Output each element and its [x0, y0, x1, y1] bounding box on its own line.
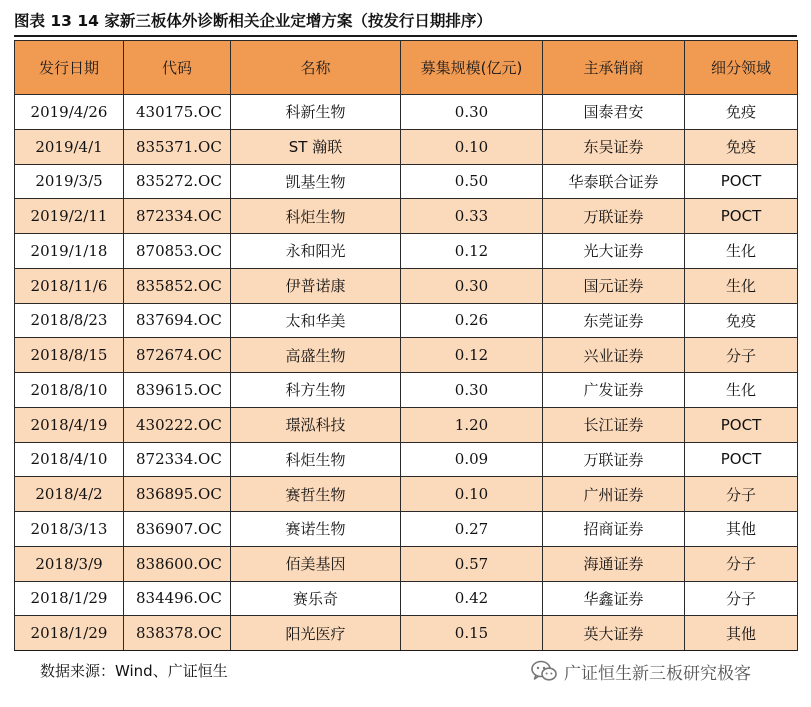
cell-amount: 0.27 — [401, 512, 543, 547]
cell-name: 赛哲生物 — [231, 477, 401, 512]
cell-name: 伊普诺康 — [231, 268, 401, 303]
cell-field: 生化 — [685, 234, 798, 269]
table-row — [15, 338, 798, 373]
cell-field: POCT — [685, 442, 798, 477]
table-row — [15, 373, 798, 408]
cell-amount: 0.09 — [401, 442, 543, 477]
cell-field: 分子 — [685, 581, 798, 616]
cell-name: 科新生物 — [231, 95, 401, 130]
cell-underwriter: 万联证券 — [543, 199, 685, 234]
cell-date: 2018/4/19 — [15, 407, 124, 442]
cell-underwriter: 国泰君安 — [543, 95, 685, 130]
table-row — [15, 199, 798, 234]
cell-date: 2018/4/10 — [15, 442, 124, 477]
cell-date: 2019/4/1 — [15, 129, 124, 164]
cell-field: 分子 — [685, 546, 798, 581]
table-row — [15, 546, 798, 581]
cell-code: 835272.OC — [124, 164, 231, 199]
col-header-underwriter: 主承销商 — [543, 41, 685, 95]
watermark-text: 广证恒生新三板研究极客 — [564, 663, 751, 684]
cell-code: 836895.OC — [124, 477, 231, 512]
cell-code: 430222.OC — [124, 407, 231, 442]
cell-date: 2018/8/15 — [15, 338, 124, 373]
table-row — [15, 616, 798, 651]
cell-field: 其他 — [685, 512, 798, 547]
cell-field: POCT — [685, 164, 798, 199]
cell-name: 璟泓科技 — [231, 407, 401, 442]
cell-date: 2019/3/5 — [15, 164, 124, 199]
cell-underwriter: 万联证券 — [543, 442, 685, 477]
cell-amount: 0.30 — [401, 373, 543, 408]
col-header-code: 代码 — [124, 41, 231, 95]
cell-underwriter: 国元证券 — [543, 268, 685, 303]
cell-underwriter: 广发证券 — [543, 373, 685, 408]
cell-amount: 0.30 — [401, 268, 543, 303]
cell-code: 872334.OC — [124, 199, 231, 234]
cell-code: 838600.OC — [124, 546, 231, 581]
cell-name: 科炬生物 — [231, 199, 401, 234]
cell-name: 科方生物 — [231, 373, 401, 408]
cell-code: 870853.OC — [124, 234, 231, 269]
cell-date: 2019/2/11 — [15, 199, 124, 234]
table-row — [15, 129, 798, 164]
table-header — [15, 41, 798, 95]
cell-underwriter: 海通证券 — [543, 546, 685, 581]
cell-code: 837694.OC — [124, 303, 231, 338]
cell-name: 科炬生物 — [231, 442, 401, 477]
cell-amount: 0.10 — [401, 477, 543, 512]
cell-name: 高盛生物 — [231, 338, 401, 373]
cell-amount: 0.10 — [401, 129, 543, 164]
cell-underwriter: 东莞证券 — [543, 303, 685, 338]
cell-field: 其他 — [685, 616, 798, 651]
cell-name: 永和阳光 — [231, 234, 401, 269]
bottom-rule — [14, 650, 797, 651]
col-header-amount: 募集规模(亿元) — [401, 41, 543, 95]
table-row — [15, 581, 798, 616]
cell-code: 872674.OC — [124, 338, 231, 373]
cell-name: 佰美基因 — [231, 546, 401, 581]
cell-field: 生化 — [685, 268, 798, 303]
cell-code: 835371.OC — [124, 129, 231, 164]
cell-code: 872334.OC — [124, 442, 231, 477]
table-row — [15, 268, 798, 303]
cell-date: 2019/1/18 — [15, 234, 124, 269]
cell-amount: 0.50 — [401, 164, 543, 199]
cell-amount: 1.20 — [401, 407, 543, 442]
cell-underwriter: 华鑫证券 — [543, 581, 685, 616]
table-row — [15, 95, 798, 130]
cell-code: 836907.OC — [124, 512, 231, 547]
col-header-name: 名称 — [231, 41, 401, 95]
table-row — [15, 164, 798, 199]
cell-underwriter: 英大证券 — [543, 616, 685, 651]
cell-amount: 0.57 — [401, 546, 543, 581]
cell-underwriter: 华泰联合证券 — [543, 164, 685, 199]
cell-code: 838378.OC — [124, 616, 231, 651]
data-source-note: 数据来源：Wind、广证恒生 — [40, 662, 228, 680]
cell-field: POCT — [685, 199, 798, 234]
table-row — [15, 234, 798, 269]
cell-amount: 0.26 — [401, 303, 543, 338]
cell-code: 430175.OC — [124, 95, 231, 130]
caption-rule — [14, 35, 797, 37]
cell-name: 赛乐奇 — [231, 581, 401, 616]
cell-code: 839615.OC — [124, 373, 231, 408]
cell-underwriter: 招商证券 — [543, 512, 685, 547]
cell-underwriter: 广州证券 — [543, 477, 685, 512]
wechat-icon — [530, 659, 558, 683]
cell-code: 835852.OC — [124, 268, 231, 303]
cell-field: 免疫 — [685, 129, 798, 164]
watermark — [530, 656, 798, 686]
table-row — [15, 442, 798, 477]
placement-table — [14, 40, 798, 651]
cell-date: 2018/8/23 — [15, 303, 124, 338]
cell-name: 太和华美 — [231, 303, 401, 338]
cell-amount: 0.33 — [401, 199, 543, 234]
col-header-field: 细分领域 — [685, 41, 798, 95]
table-row — [15, 303, 798, 338]
table-caption: 图表 13 14 家新三板体外诊断相关企业定增方案（按发行日期排序） — [14, 12, 492, 30]
cell-amount: 0.42 — [401, 581, 543, 616]
cell-underwriter: 兴业证券 — [543, 338, 685, 373]
cell-field: POCT — [685, 407, 798, 442]
col-header-date: 发行日期 — [15, 41, 124, 95]
table-row — [15, 477, 798, 512]
cell-date: 2018/1/29 — [15, 581, 124, 616]
cell-date: 2018/3/13 — [15, 512, 124, 547]
cell-field: 生化 — [685, 373, 798, 408]
header-row — [15, 41, 798, 95]
cell-name: 凯基生物 — [231, 164, 401, 199]
cell-underwriter: 光大证券 — [543, 234, 685, 269]
cell-name: ST 瀚联 — [231, 129, 401, 164]
cell-amount: 0.12 — [401, 338, 543, 373]
cell-name: 阳光医疗 — [231, 616, 401, 651]
cell-date: 2018/1/29 — [15, 616, 124, 651]
cell-underwriter: 东吴证券 — [543, 129, 685, 164]
cell-date: 2018/11/6 — [15, 268, 124, 303]
table-row — [15, 407, 798, 442]
cell-name: 赛诺生物 — [231, 512, 401, 547]
cell-field: 免疫 — [685, 95, 798, 130]
cell-code: 834496.OC — [124, 581, 231, 616]
table-body — [15, 95, 798, 651]
table-row — [15, 512, 798, 547]
cell-amount: 0.30 — [401, 95, 543, 130]
cell-date: 2018/3/9 — [15, 546, 124, 581]
cell-underwriter: 长江证券 — [543, 407, 685, 442]
cell-date: 2019/4/26 — [15, 95, 124, 130]
cell-date: 2018/8/10 — [15, 373, 124, 408]
cell-date: 2018/4/2 — [15, 477, 124, 512]
cell-field: 免疫 — [685, 303, 798, 338]
cell-amount: 0.12 — [401, 234, 543, 269]
cell-amount: 0.15 — [401, 616, 543, 651]
cell-field: 分子 — [685, 477, 798, 512]
cell-field: 分子 — [685, 338, 798, 373]
